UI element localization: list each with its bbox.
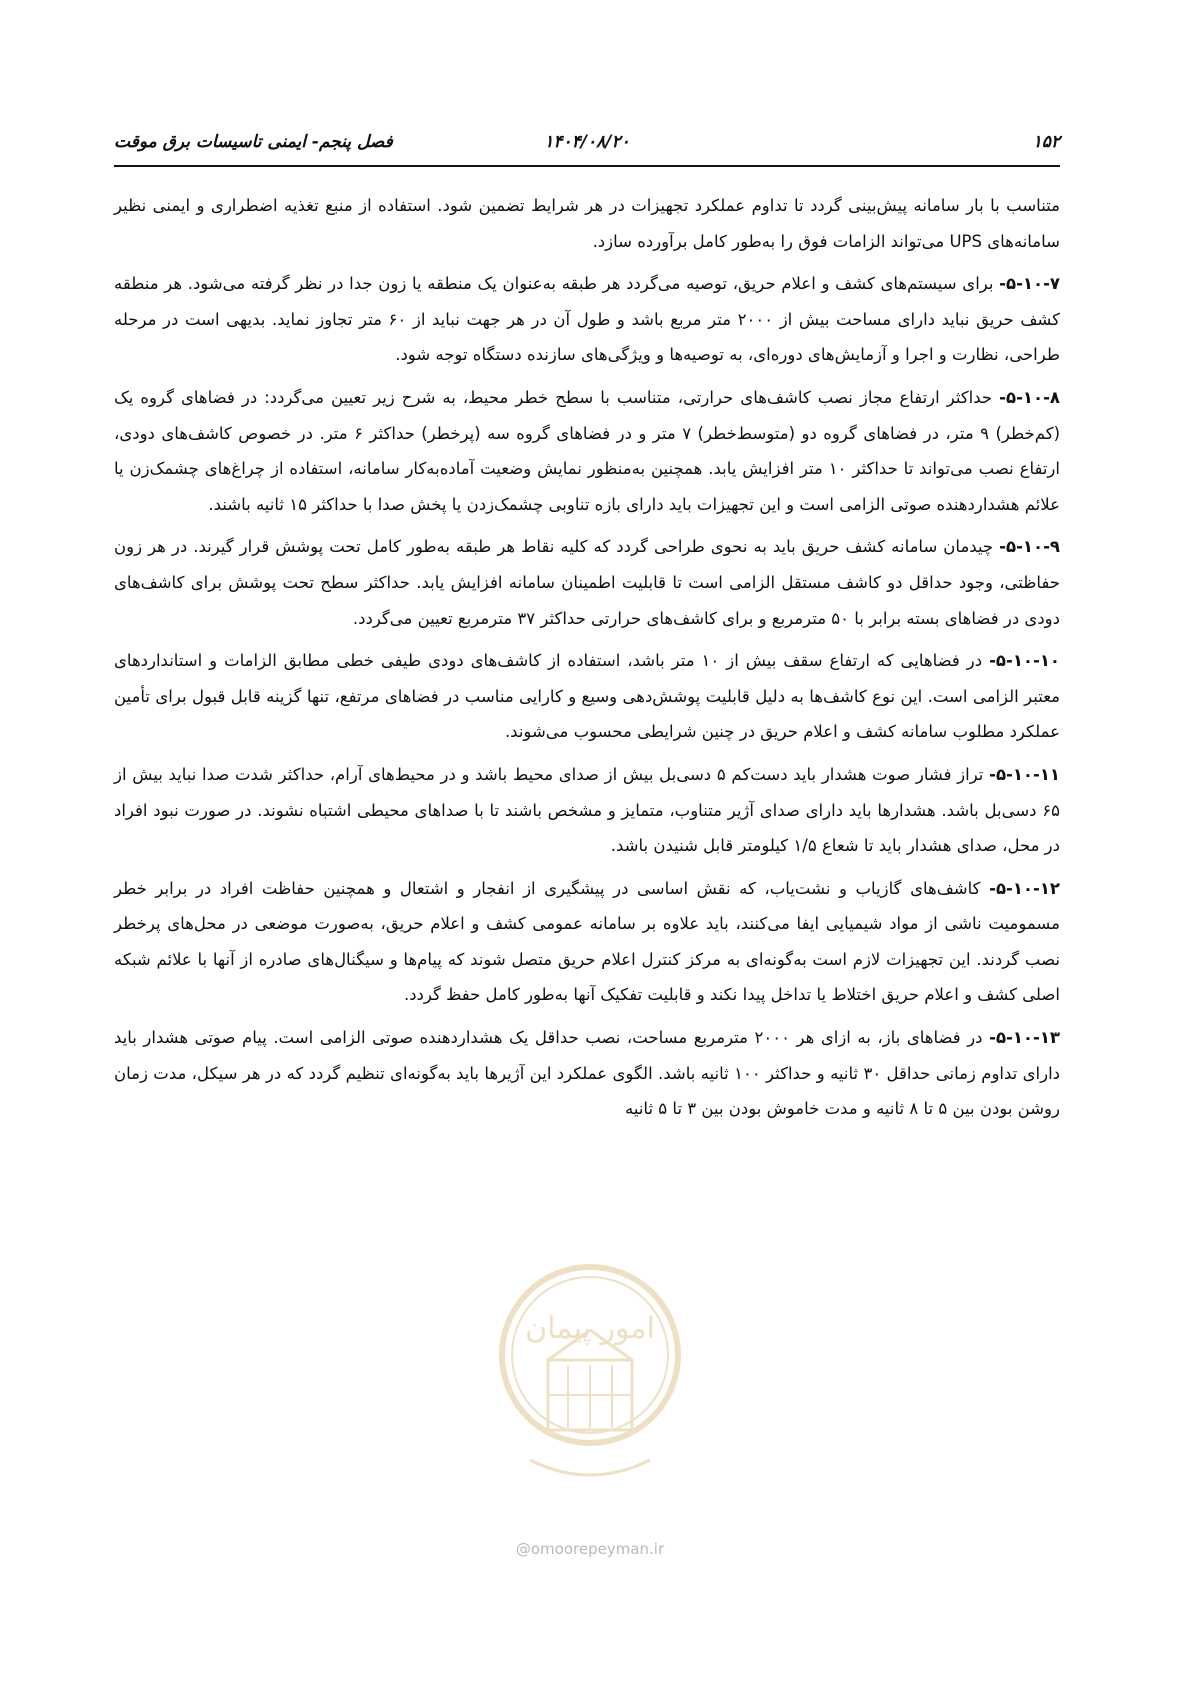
clause-number: ۵-۱۰-۱۱- [989,764,1060,784]
header-divider [114,165,1060,167]
paragraph-text: متناسب با بار سامانه پیش‌بینی گردد تا تداوم عملکرد تجهیزات در هر شرایط تضمین شود. استفاده از منبع تغذیه اضطراری و ایمنی نظیر سامانه‌های UPS می‌تواند الزامات فوق را به‌طور کامل برآورده سازد. [114,196,1060,251]
page-header [114,128,1060,160]
watermark-logo [490,1260,690,1490]
clause-number: ۵-۱۰-۱۲- [989,878,1060,898]
watermark-ring [502,1267,678,1443]
paragraph [114,757,1060,864]
paragraph-text: تراز فشار صوت هشدار باید دست‌کم ۵ دسی‌بل بیش از صدای محیط باشد و در محیط‌های آرام، حداکثر شدت صدا نباید بیش از ۶۵ دسی‌بل باشد. هشدارها باید دارای صدای آژیر متناوب، متمایز و مشخص باشند تا با صداهای محیطی اشتباه نشوند. در صورت نبود افراد در محل، صدای هشدار باید تا شعاع ۱/۵ کیلومتر قابل شنیدن باشد. [114,764,1060,856]
paragraph-text: کاشف‌های گازیاب و نشت‌یاب، که نقش اساسی در پیشگیری از انفجار و اشتعال و همچنین حفاظت افراد در برابر خطر مسمومیت ناشی از مواد شیمیایی ایفا می‌کنند، باید علاوه بر سامانه عمومی کشف و اعلام حریق، به‌صورت موضعی در محل‌های پرخطر نصب گردند. این تجهیزات لازم است به‌گونه‌ای به مرکز کنترل اعلام حریق متصل شوند که پیام‌ها و سیگنال‌های صادره از آنها با علائم شبکه اصلی کشف و اعلام حریق اختلاط یا تداخل پیدا نکند و قابلیت تفکیک آنها به‌طور کامل حفظ گردد. [114,878,1060,1005]
page-number: ۱۵۲ [1032,132,1060,152]
watermark-logo-text: امور پیمان [525,1311,655,1346]
paragraph-text: در فضاهای باز، به ازای هر ۲۰۰۰ مترمربع مساحت، نصب حداقل یک هشداردهنده صوتی الزامی است. پیام صوتی هشدار باید دارای تداوم زمانی حداقل ۳۰ ثانیه و حداکثر ۱۰۰ ثانیه باشد. الگوی عملکرد این آژیرها باید به‌گونه‌ای تنظیم گردد که در هر سیکل، مدت زمان روشن بودن بین ۵ تا ۸ ثانیه و مدت خاموش بودن بین ۳ تا ۵ ثانیه [114,1028,1061,1119]
watermark-inner-ring [512,1277,668,1433]
clause-number: ۵-۱۰-۱۰- [989,651,1060,671]
clause-number: ۵-۱۰-۷- [999,274,1060,294]
body-text [114,188,1060,1134]
clause-number: ۵-۱۰-۱۳- [989,1028,1060,1048]
paragraph [114,188,1060,259]
clause-number: ۵-۱۰-۸- [999,387,1060,407]
paragraph [114,871,1060,1013]
paragraph [114,529,1060,636]
chapter-title: فصل پنجم- ایمنی تاسیسات برق موقت [114,132,393,152]
paragraph-text: چیدمان سامانه کشف حریق باید به نحوی طراحی گردد که کلیه نقاط هر طبقه به‌طور کامل تحت پوشش قرار گیرند. در هر زون حفاظتی، وجود حداقل دو کاشف مستقل الزامی است تا قابلیت اطمینان سامانه افزایش یابد. حداکثر سطح تحت پوشش برای کاشف‌های دودی در فضاهای بسته برابر با ۵۰ مترمربع و برای کاشف‌های حرارتی حداکثر ۳۷ مترمربع تعیین می‌گردد. [114,537,1060,628]
paragraph [114,643,1060,750]
header-date: ۱۴۰۴/۰۸/۲۰ [544,132,630,152]
paragraph-text: برای سیستم‌های کشف و اعلام حریق، توصیه می‌گردد هر طبقه به‌عنوان یک منطقه یا زون جدا در نظر گرفته می‌شود. هر منطقه کشف حریق نباید دارای مساحت بیش از ۲۰۰۰ متر مربع باشد و طول آن در هر جهت نباید از ۶۰ متر تجاوز نماید. بدیهی است در مرحله طراحی، نظارت و اجرا و آزمایش‌های دوره‌ای، به توصیه‌ها و ویژگی‌های سازنده دستگاه توجه شود. [114,274,1060,365]
paragraph [114,380,1060,522]
paragraph [114,266,1060,373]
paragraph-text: در فضاهایی که ارتفاع سقف بیش از ۱۰ متر باشد، استفاده از کاشف‌های دودی طیفی خطی مطابق الزامات و استانداردهای معتبر الزامی است. این نوع کاشف‌ها به دلیل قابلیت پوشش‌دهی وسیع و کارایی مناسب در فضاهای مرتفع، تنها گزینه قابل قبول برای تأمین عملکرد مطلوب سامانه کشف و اعلام حریق در چنین شرایطی محسوب می‌شوند. [114,651,1060,742]
clause-number: ۵-۱۰-۹- [999,537,1060,557]
paragraph-text: حداکثر ارتفاع مجاز نصب کاشف‌های حرارتی، متناسب با سطح خطر محیط، به شرح زیر تعیین می‌گردد: در فضاهای گروه یک (کم‌خطر) ۹ متر، در فضاهای گروه دو (متوسط‌خطر) ۷ متر و در فضاهای گروه سه (پرخطر) حداکثر ۶ متر. در خصوص کاشف‌های دودی، ارتفاع نصب می‌تواند تا حداکثر ۱۰ متر افزایش یابد. همچنین به‌منظور نمایش وضعیت آماده‌به‌کار سامانه، استفاده از چراغ‌های چشمک‌زن یا علائم هشداردهنده صوتی الزامی است و این تجهیزات باید دارای بازه تناوبی چشمک‌زدن یا پخش صدا با حداکثر ۱۵ ثانیه باشند. [114,387,1061,514]
watermark-url: @omoorepeyman.ir [515,1540,665,1558]
paragraph [114,1020,1060,1127]
watermark-building-icon [548,1360,632,1430]
